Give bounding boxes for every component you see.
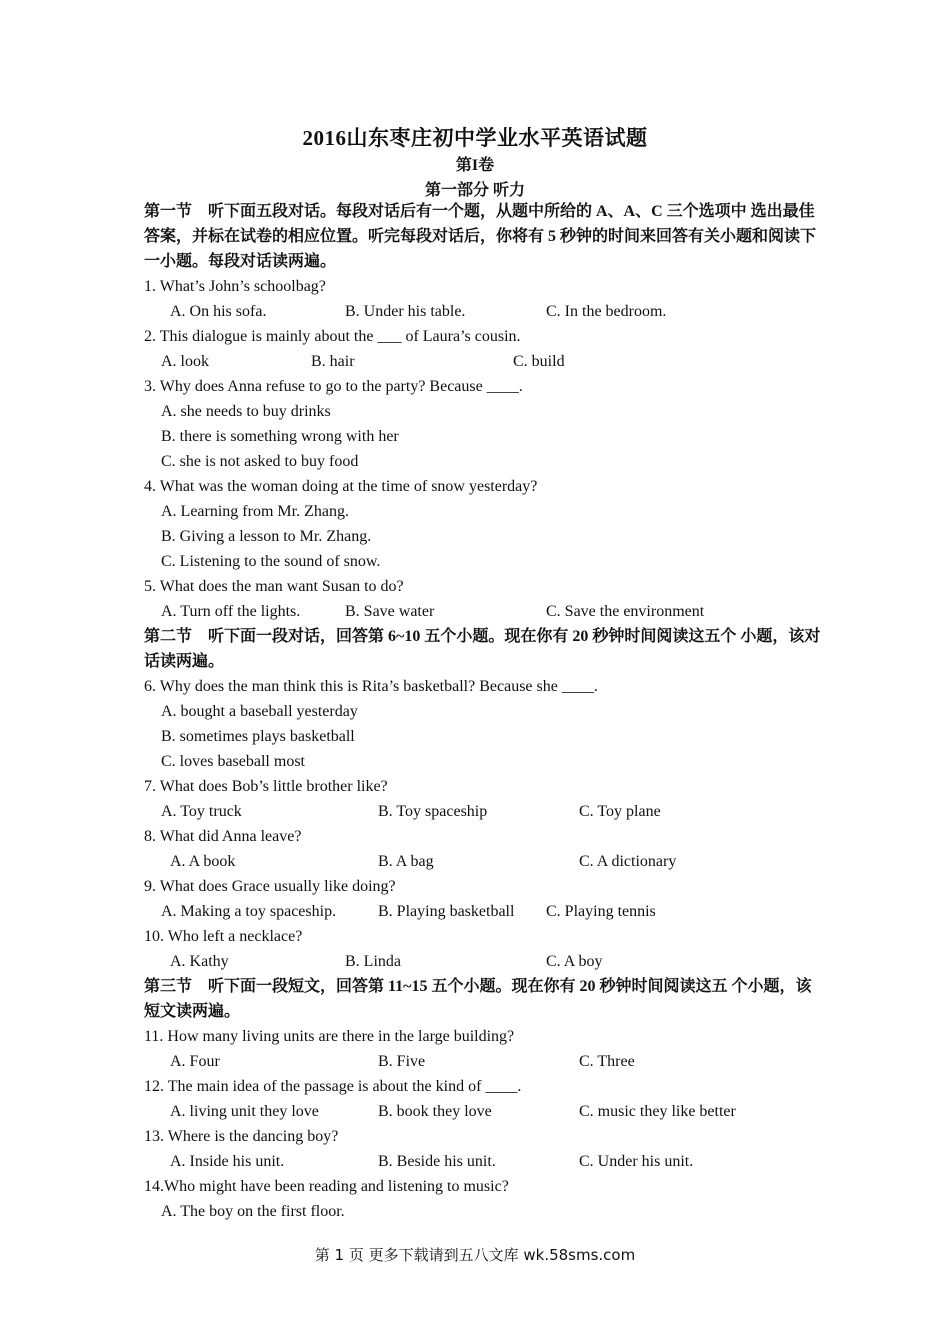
option-row [144, 1149, 824, 1174]
answer-option: C. A boy [546, 953, 603, 970]
answer-option: A. A book [170, 853, 236, 870]
answer-option: A. Inside his unit. [170, 1153, 285, 1170]
question-stem: 4. What was the woman doing at the time of snow yesterday? [144, 478, 538, 495]
answer-option: B. Under his table. [345, 303, 466, 320]
question-stem: 14.Who might have been reading and listening to music? [144, 1178, 509, 1195]
answer-option: C. build [513, 353, 565, 370]
answer-option: B. Save water [345, 603, 435, 620]
question-stem: 6. Why does the man think this is Rita’s basketball? Because she ____. [144, 678, 598, 695]
section-instructions: 第二节 听下面一段对话，回答第 6~10 五个小题。现在你有 20 秒钟时间阅读这五个 小题，该对话读两遍。 [144, 628, 821, 670]
section-instructions: 第一节 听下面五段对话。每段对话后有一个题，从题中所给的 A、A、C 三个选项中 选出最佳答案，并标在试卷的相应位置。听完每段对话后，你将有 5 秒钟的时间来回答有关小题和阅读下一小题。每段对话读两遍。 [144, 203, 817, 270]
answer-option: A. Toy truck [161, 803, 242, 820]
answer-option: B. there is something wrong with her [161, 428, 399, 445]
answer-option: C. Listening to the sound of snow. [161, 553, 381, 570]
question-stem: 7. What does Bob’s little brother like? [144, 778, 388, 795]
option-row [144, 799, 824, 824]
option-row [144, 899, 824, 924]
answer-option: C. she is not asked to buy food [161, 453, 359, 470]
answer-option: A. living unit they love [170, 1103, 319, 1120]
document-title: 2016山东枣庄初中学业水平英语试题 [302, 126, 648, 150]
answer-option: B. Giving a lesson to Mr. Zhang. [161, 528, 372, 545]
answer-option: A. The boy on the first floor. [161, 1203, 345, 1220]
answer-option: A. Making a toy spaceship. [161, 903, 337, 920]
answer-option: C. In the bedroom. [546, 303, 667, 320]
answer-option: C. Under his unit. [579, 1153, 694, 1170]
question-stem: 10. Who left a necklace? [144, 928, 303, 945]
volume-heading: 第I卷 [455, 157, 495, 174]
answer-option: A. bought a baseball yesterday [161, 703, 358, 720]
option-row [144, 349, 824, 374]
answer-option: B. sometimes plays basketball [161, 728, 355, 745]
option-row [144, 1049, 824, 1074]
answer-option: C. A dictionary [579, 853, 677, 870]
answer-option: A. Four [170, 1053, 220, 1070]
answer-option: B. Linda [345, 953, 401, 970]
answer-option: B. hair [311, 353, 355, 370]
answer-option: C. Three [579, 1053, 635, 1070]
page-footer: 第 1 页 更多下载请到五八文库 wk.58sms.com [314, 1246, 636, 1264]
answer-option: B. Playing basketball [378, 903, 515, 920]
question-stem: 12. The main idea of the passage is about the kind of ____. [144, 1078, 522, 1095]
question-stem: 5. What does the man want Susan to do? [144, 578, 404, 595]
section-instructions: 第三节 听下面一段短文，回答第 11~15 五个小题。现在你有 20 秒钟时间阅读这五 个小题，该短文读两遍。 [144, 978, 812, 1020]
option-row [144, 599, 824, 624]
answer-option: C. music they like better [579, 1103, 736, 1120]
answer-option: B. Five [378, 1053, 426, 1070]
part-heading: 第一部分 听力 [424, 182, 525, 199]
option-row [144, 849, 824, 874]
question-stem: 3. Why does Anna refuse to go to the party? Because ____. [144, 378, 523, 395]
question-stem: 2. This dialogue is mainly about the ___ of Laura’s cousin. [144, 328, 521, 345]
question-content [144, 199, 824, 1224]
answer-option: A. Learning from Mr. Zhang. [161, 503, 349, 520]
option-row [144, 299, 824, 324]
question-stem: 9. What does Grace usually like doing? [144, 878, 396, 895]
answer-option: B. book they love [378, 1103, 492, 1120]
question-stem: 8. What did Anna leave? [144, 828, 302, 845]
question-stem: 11. How many living units are there in the large building? [144, 1028, 515, 1045]
answer-option: B. Beside his unit. [378, 1153, 496, 1170]
answer-option: B. Toy spaceship [378, 803, 488, 820]
answer-option: A. she needs to buy drinks [161, 403, 331, 420]
answer-option: C. Toy plane [579, 803, 661, 820]
question-stem: 1. What’s John’s schoolbag? [144, 278, 326, 295]
answer-option: C. Playing tennis [546, 903, 656, 920]
answer-option: C. Save the environment [546, 603, 705, 620]
answer-option: A. look [161, 353, 209, 370]
answer-option: B. A bag [378, 853, 434, 870]
answer-option: A. Kathy [170, 953, 229, 970]
question-stem: 13. Where is the dancing boy? [144, 1128, 339, 1145]
answer-option: C. loves baseball most [161, 753, 305, 770]
option-row [144, 1099, 824, 1124]
answer-option: A. Turn off the lights. [161, 603, 301, 620]
option-row [144, 949, 824, 974]
answer-option: A. On his sofa. [170, 303, 267, 320]
